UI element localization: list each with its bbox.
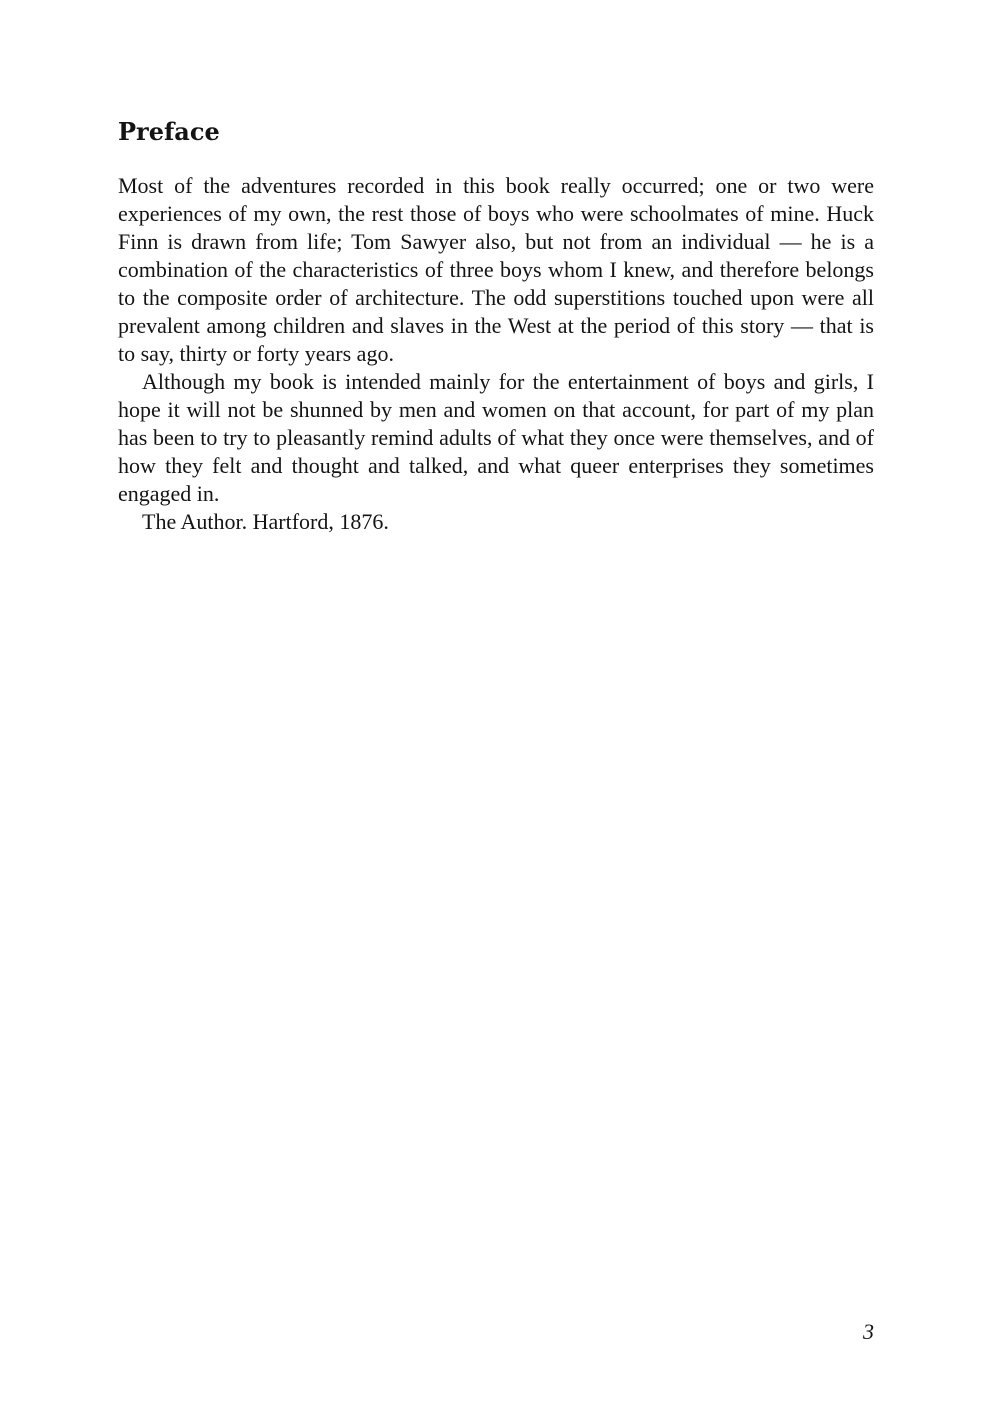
page-number: 3: [863, 1319, 874, 1344]
preface-body: [118, 172, 874, 536]
paragraph-2: Although my book is intended mainly for the entertainment of boys and girls, I hope it will not be shunned by men and women on that account, for part of my plan has been to try to pleasantly remind adults of what they once were themselves, and of how they felt and thought and talked, and what queer enterprises they sometimes engaged in.: [118, 369, 874, 506]
section-heading: Preface: [118, 117, 220, 146]
paragraph-1: Most of the adventures recorded in this book really occurred; one or two were experiences of my own, the rest those of boys who were schoolmates of mine. Huck Finn is drawn from life; Tom Sawyer also, but not from an individual — he is a combination of the characteristics of three boys whom I knew, and therefore belongs to the composite order of architecture. The odd superstitions touched upon were all prevalent among children and slaves in the West at the period of this story — that is to say, thirty or forty years ago.: [118, 173, 874, 366]
signature-line: The Author. Hartford, 1876.: [142, 509, 389, 534]
